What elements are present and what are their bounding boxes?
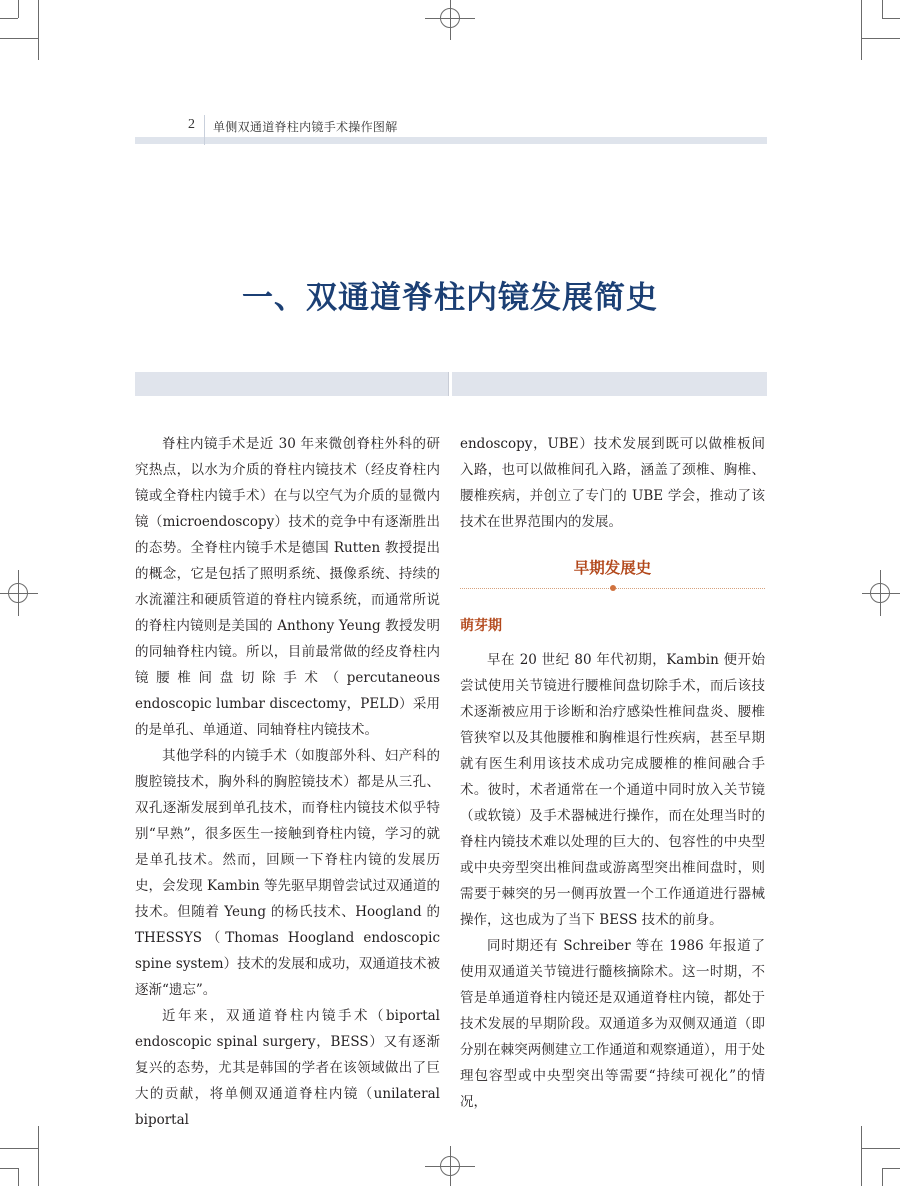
decorative-band-left — [135, 372, 448, 396]
header-bar — [135, 137, 767, 144]
left-column — [135, 431, 440, 1133]
paragraph: 其他学科的内镜手术（如腹部外科、妇产科的腹腔镜技术，胸外科的胸腔镜技术）都是从三孔、双孔逐渐发展到单孔技术，而脊柱内镜技术似乎特别“早熟”，很多医生一接触到脊柱内镜，学习的就是单孔技术。然而，回顾一下脊柱内镜的发展历史，会发现 Kambin 等先驱早期曾尝试过双通道的技术。但随着 Yeung 的杨氏技术、Hoogland 的 THESSYS（Thomas Hoogland endoscopic spine system）技术的发展和成功，双通道技术被逐渐“遗忘”。 — [135, 748, 440, 998]
page-number: 2 — [188, 117, 195, 132]
divider-dot — [610, 585, 616, 591]
running-header — [135, 115, 767, 145]
paragraph: 同时期还有 Schreiber 等在 1986 年报道了使用双通道关节镜进行髓核摘除术。这一时期，不管是单通道脊柱内镜还是双通道脊柱内镜，都处于技术发展的早期阶段。双通道多为双侧双通道（即分别在棘突两侧建立工作通道和观察通道），用于处理包容型或中央型突出等需要“持续可视化”的情况， — [460, 938, 765, 1110]
decorative-band-right — [452, 372, 767, 396]
chapter-title: 一、双通道脊柱内镜发展简史 — [242, 280, 658, 316]
paragraph: 近年来，双通道脊柱内镜手术（biportal endoscopic spinal surgery，BESS）又有逐渐复兴的态势，尤其是韩国的学者在该领域做出了巨大的贡献，将单侧双通道脊柱内镜（unilateral biportal — [135, 1008, 440, 1128]
right-column — [460, 431, 765, 1115]
running-title: 单侧双通道脊柱内镜手术操作图解 — [213, 120, 398, 134]
section-title: 早期发展史 — [573, 559, 652, 577]
subsection-title: 萌芽期 — [460, 618, 502, 634]
paragraph: 早在 20 世纪 80 年代初期，Kambin 便开始尝试使用关节镜进行腰椎间盘切除手术，而后该技术逐渐被应用于诊断和治疗感染性椎间盘炎、腰椎管狭窄以及其他腰椎和胸椎退行性疾病，甚至早期就有医生利用该技术成功完成腰椎的椎间融合手术。彼时，术者通常在一个通道中同时放入关节镜（或软镜）及手术器械进行操作，而在处理当时的脊柱内镜技术难以处理的巨大的、包容性的中央型或中央旁型突出椎间盘或游离型突出椎间盘时，则需要于棘突的另一侧再放置一个工作通道进行器械操作，这也成为了当下 BESS 技术的前身。 — [460, 652, 765, 928]
header-divider — [204, 115, 205, 145]
section-divider — [460, 583, 765, 595]
paragraph: 脊柱内镜手术是近 30 年来微创脊柱外科的研究热点，以水为介质的脊柱内镜技术（经皮脊柱内镜或全脊柱内镜手术）在与以空气为介质的显微内镜（microendoscopy）技术的竞争中有逐渐胜出的态势。全脊柱内镜手术是德国 Rutten 教授提出的概念，它是包括了照明系统、摄像系统、持续的水流灌注和硬质管道的脊柱内镜系统，而通常所说的脊柱内镜则是美国的 Anthony Yeung 教授发明的同轴脊柱内镜。所以，目前最常做的经皮脊柱内镜腰椎间盘切除手术（percutaneous endoscopic lumbar discectomy，PELD）采用的是单孔、单通道、同轴脊柱内镜技术。 — [135, 436, 440, 738]
paragraph-continuation: endoscopy，UBE）技术发展到既可以做椎板间入路，也可以做椎间孔入路，涵盖了颈椎、胸椎、腰椎疾病，并创立了专门的 UBE 学会，推动了该技术在世界范围内的发展。 — [460, 436, 765, 530]
